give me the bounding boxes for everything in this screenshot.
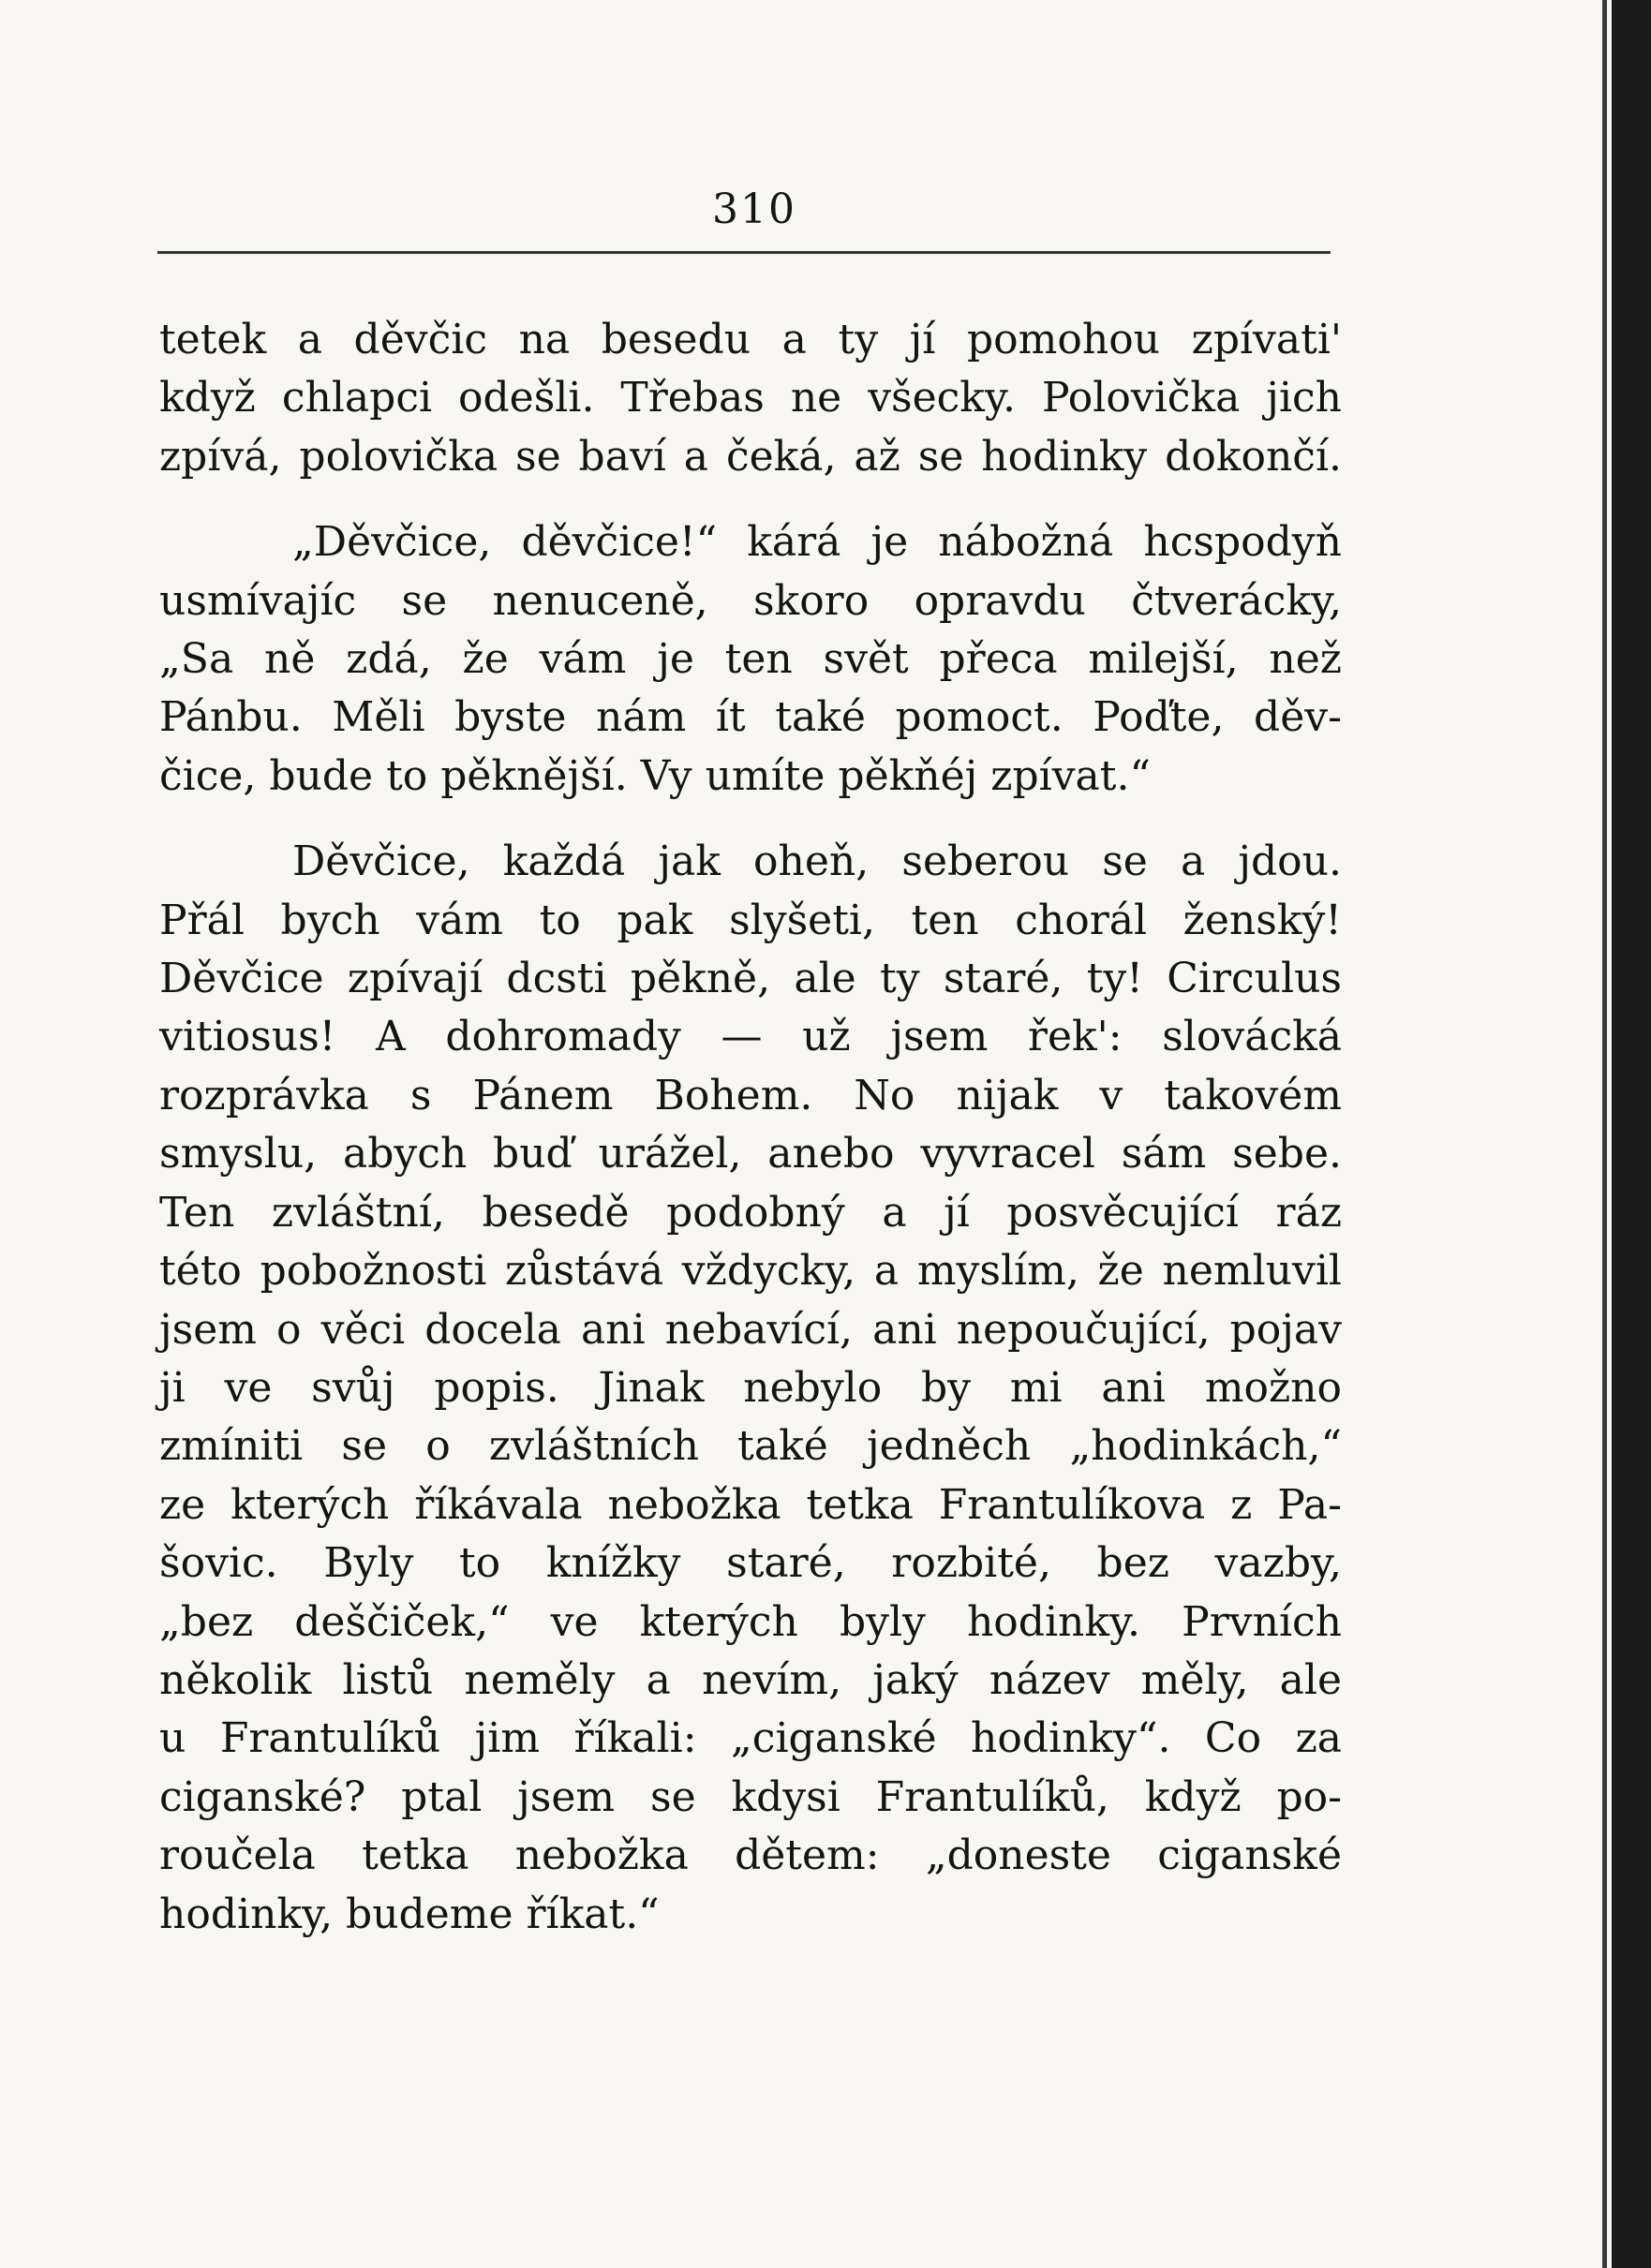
text-line: jsem o věci docela ani nebavící, ani nepoučující, pojav: [159, 1305, 1342, 1354]
text-line: ze kterých říkávala nebožka tetka Frantulíkova z Pa-: [159, 1480, 1342, 1529]
header-rule: [157, 251, 1331, 254]
text-line: několik listů neměly a nevím, jaký název měly, ale: [159, 1655, 1342, 1704]
text-line: rozprávka s Pánem Bohem. No nijak v takovém: [159, 1071, 1342, 1119]
text-line: zpívá, polovička se baví a čeká, až se hodinky dokončí.: [159, 432, 1342, 481]
text-line: „bez deščiček,“ ve kterých byly hodinky. Prvních: [159, 1597, 1342, 1646]
text-line: Děvčice, každá jak oheň, seberou se a jdou.: [292, 838, 1342, 886]
text-line: tetek a děvčic na besedu a ty jí pomohou zpívati': [159, 316, 1342, 363]
text-line: Přál bych vám to pak slyšeti, ten chorál ženský!: [159, 896, 1342, 944]
text-line: ji ve svůj popis. Jinak nebylo by mi ani možno: [159, 1363, 1342, 1412]
text-line: ciganské? ptal jsem se kdysi Frantulíků, když po-: [159, 1772, 1342, 1821]
text-line: Děvčice zpívají dcsti pěkně, ale ty staré, ty! Circulus: [159, 955, 1342, 1003]
text-line: „Děvčice, děvčice!“ kárá je nábožná hcspodyň: [292, 518, 1342, 567]
text-line: této pobožnosti zůstává vždycky, a myslím, že nemluvil: [159, 1247, 1342, 1296]
text-line: zmíniti se o zvláštních také jedněch „hodinkách,“: [159, 1422, 1342, 1471]
paragraph-3: [159, 833, 1342, 1944]
paragraph-1: [159, 311, 1342, 486]
text-line: vitiosus! A dohromady — už jsem řek': slovácká: [159, 1013, 1342, 1061]
scan-border: [1612, 0, 1651, 2268]
text-line: roučela tetka nebožka dětem: „doneste ciganské: [159, 1831, 1342, 1880]
body-text: [159, 311, 1342, 1944]
text-line: u Frantulíků jim říkali: „ciganské hodinky“. Co za: [159, 1714, 1342, 1763]
text-line: hodinky, budeme říkat.“: [159, 1890, 660, 1938]
text-line: smyslu, abych buď urážel, anebo vyvracel sám sebe.: [159, 1130, 1342, 1178]
text-line: Ten zvláštní, besedě podobný a jí posvěcující ráz: [159, 1188, 1342, 1237]
text-line: usmívajíc se nenuceně, skoro opravdu čtverácky,: [159, 576, 1342, 625]
text-line: „Sa ně zdá, že vám je ten svět přeca milejší, než: [159, 635, 1342, 684]
page-number: 310: [712, 185, 796, 233]
text-line: čice, bude to pěknější. Vy umíte pěkňéj zpívat.“: [159, 751, 1151, 800]
paragraph-2: [159, 513, 1342, 806]
page-edge-line: [1602, 0, 1607, 2268]
text-line: když chlapci odešli. Třebas ne všecky. Polovička jich: [159, 374, 1342, 422]
text-line: Pánbu. Měli byste nám ít také pomoct. Poďte, děv-: [159, 693, 1342, 742]
text-line: šovic. Byly to knížky staré, rozbité, bez vazby,: [159, 1539, 1342, 1588]
